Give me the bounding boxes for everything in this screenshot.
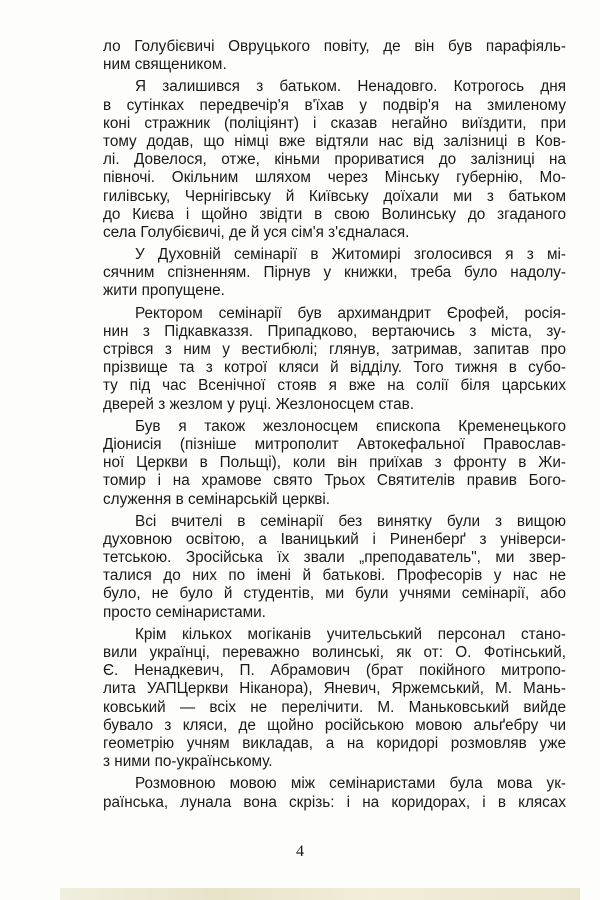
paragraph [103, 246, 566, 301]
text-line: ту під час Всенічної стояв я вже на солії біля царських [103, 377, 566, 395]
text-line: Розмовною мовою між семінаристами була мова ук- [135, 775, 566, 793]
text-line: півночі. Окільним шляхом через Мінську губернію, Мо- [103, 169, 566, 187]
text-line: дверей з жезлом у руці. Жезлоносцем став. [103, 395, 415, 413]
text-line: з ними по-українському. [103, 753, 273, 771]
paragraph [103, 418, 566, 509]
text-line: талися до них по імені й батькові. Професорів у нас не [103, 567, 566, 585]
text-line: служення в семінарській церкві. [103, 490, 331, 508]
paragraph [103, 513, 566, 622]
paragraph [103, 626, 566, 772]
text-line: У Духовній семінарії в Житомирі зголосився я з мі- [135, 246, 566, 264]
text-line: ним священиком. [103, 56, 227, 74]
scan-edge-stain [60, 888, 580, 900]
text-line: геометрію учням викладав, а на коридорі розмовляв уже [103, 734, 566, 752]
text-line: лита УАПЦеркви Ніканора), Яневич, Яржемський, М. Мань- [103, 680, 566, 698]
paragraph [103, 38, 566, 74]
text-line: ло Голубієвичі Овруцького повіту, де він був парафіяль- [103, 38, 566, 55]
text-line: до Києва і щойно звідти в свою Волинську до згаданого [103, 205, 566, 223]
text-line: Був я також жезлоносцем єпископа Кременецького [135, 417, 566, 435]
text-line: Діонисія (пізніше митрополит Автокефальної Православ- [103, 435, 566, 453]
paragraph [103, 78, 566, 242]
text-line: села Голубієвичі, де й уся сім'я з'єдналася. [103, 223, 410, 241]
text-line: гилівську, Чернігівську й Київську доїхали ми з батьком [103, 187, 566, 205]
text-line: Крім кількох могіканів учительський персонал стано- [135, 625, 566, 643]
paragraph [103, 775, 566, 811]
text-line: бувало з кляси, де щойно російською мовою альґебру чи [103, 716, 566, 734]
text-line: тому додав, що німці вже відтяли нас від залізниці в Ков- [103, 132, 566, 150]
text-line: томир і на храмове свято Трьох Святителів правив Бого- [103, 472, 566, 490]
text-line: лі. Довелося, отже, кіньми прориватися до залізниці на [103, 151, 566, 169]
text-line: ковський — всіх не перелічити. М. Маньковський вийде [103, 698, 566, 716]
text-line: Я залишився з батьком. Ненадовго. Котрогось дня [135, 78, 566, 96]
text-line: ної Церкви в Польщі), коли він приїхав з фронту в Жи- [103, 454, 566, 472]
text-line: раїнська, лунала вона скрізь: і на коридорах, і в клясах [103, 793, 566, 811]
text-line: тетською. Зросійська їх звали „преподаватель", ми звер- [103, 549, 566, 567]
text-line: Є. Ненадкевич, П. Абрамович (брат покійного митропо- [103, 662, 566, 680]
text-line: було, не було й студентів, ми були учнями семінарії, або [103, 585, 566, 603]
text-line: Ректором семінарії був архимандрит Єрофей, росія- [135, 304, 566, 322]
text-line: нин з Підкавказзя. Припадково, вертаючись з міста, зу- [103, 322, 566, 340]
text-line: коні стражник (поліціянт) і сказав негайно виїздити, при [103, 114, 566, 132]
text-line: прізвище та з котрої кляси й відділу. Того тижня в субо- [103, 359, 566, 377]
text-line: Всі вчителі в семінарії без винятку були з вищою [135, 512, 566, 530]
text-line: сячним спізненням. Пірнув у книжки, треба було надолу- [103, 264, 566, 282]
text-line: духовною освітою, а Іваницький і Риненберґ з універси- [103, 530, 566, 548]
text-line: стрівся з ним у вестибюлі; глянув, затримав, запитав про [103, 341, 566, 358]
page-number: 4 [296, 843, 304, 860]
text-line: жити пропущене. [103, 282, 225, 300]
text-line: просто семінаристами. [103, 603, 266, 621]
text-line: в сутінках передвечір'я в'їхав у подвір'я на змиленому [103, 96, 566, 114]
page-body-text [103, 38, 566, 812]
paragraph [103, 305, 566, 414]
text-line: вили українці, переважно волинські, як от: О. Фотінський, [103, 644, 566, 661]
